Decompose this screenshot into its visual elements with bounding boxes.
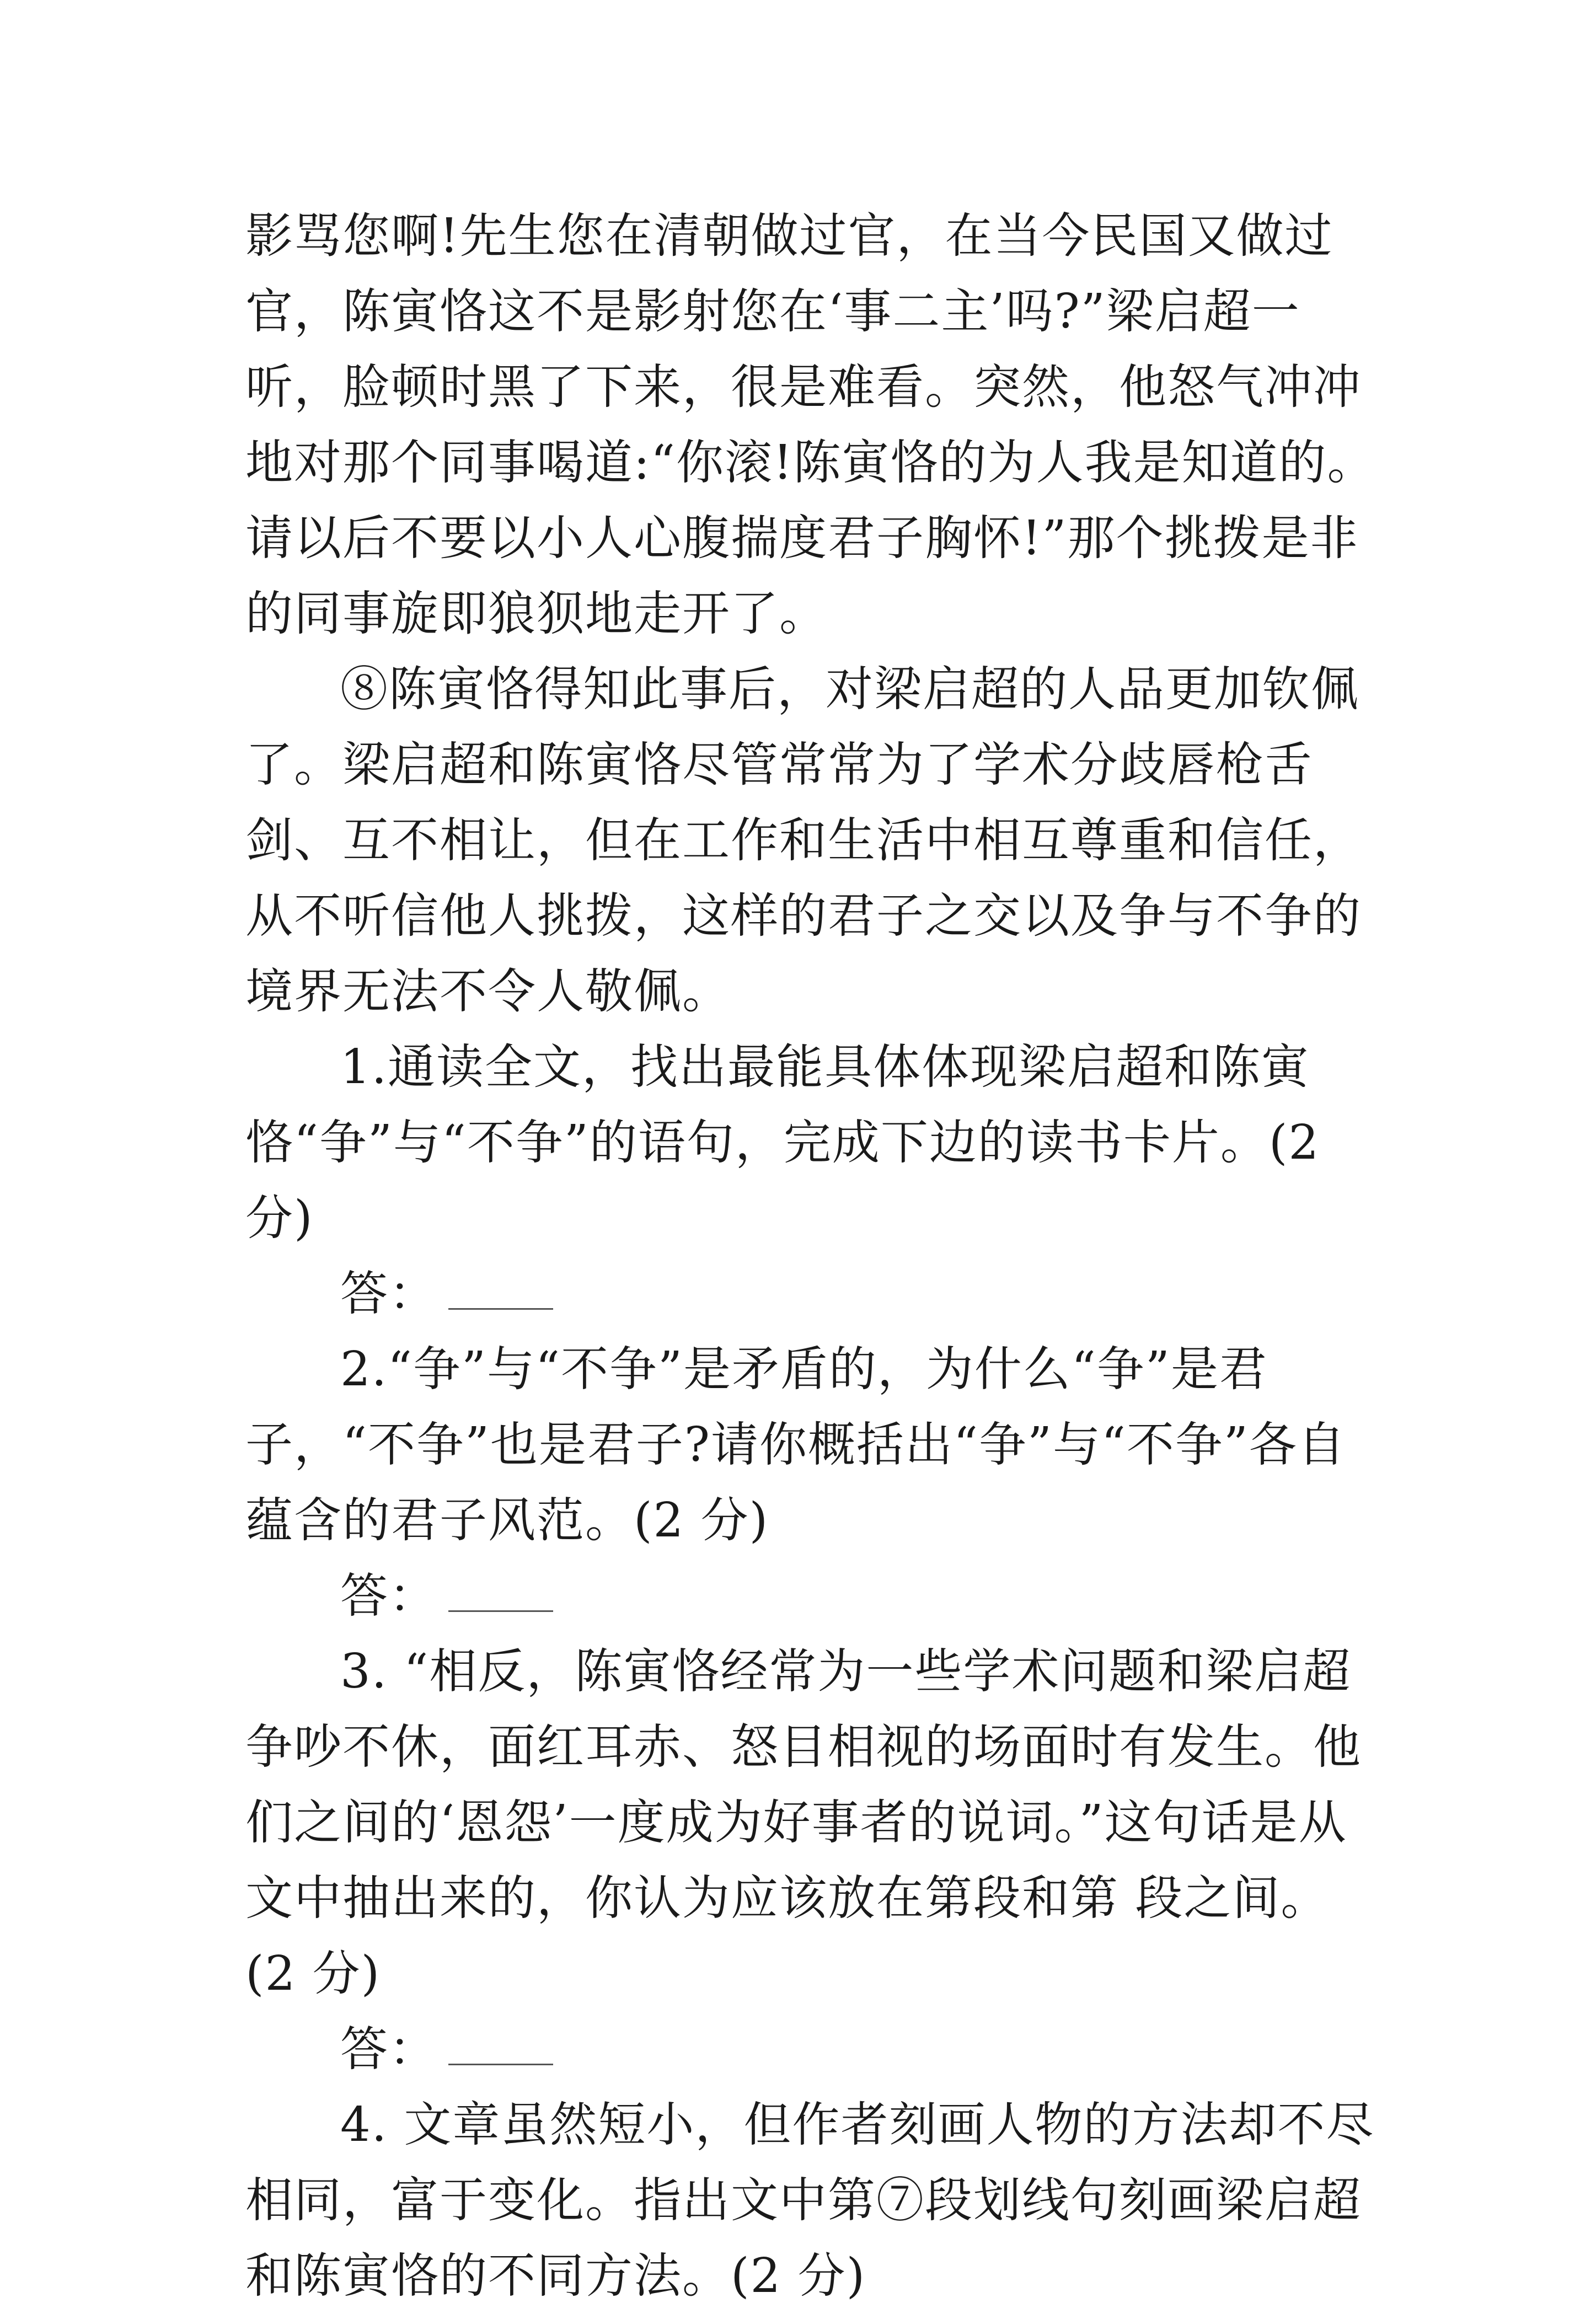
answer-blank[interactable] xyxy=(448,1270,553,1310)
answer-label: 答： xyxy=(340,1568,437,1624)
question-2: 2.“争”与“不争”是矛盾的，为什么“争”是君子，“不争”也是君子?请你概括出“争”与“不争”各自蕴含的君子风范。(2 分) xyxy=(245,1342,1346,1548)
answer-blank[interactable] xyxy=(448,2025,553,2065)
question-1: 1.通读全文，找出最能具体体现梁启超和陈寅恪“争”与“不争”的语句，完成下边的读书卡片。(2 分) xyxy=(245,1040,1320,1246)
answer-label: 答： xyxy=(340,2022,437,2077)
answer-blank[interactable] xyxy=(448,1572,553,1612)
question-3: 3. “相反，陈寅恪经常为一些学术问题和梁启超争吵不休，面红耳赤、怒目相视的场面时有发生。他们之间的‘恩怨’一度成为好事者的说词。”这句话是从文中抽出来的，你认为应该放在第段和第 段之间。(2 分) xyxy=(245,1644,1362,2001)
answer-1 xyxy=(245,1256,1376,1332)
answer-3 xyxy=(245,2012,1376,2087)
document-body xyxy=(245,199,1376,2314)
paragraph-8: ⑧陈寅恪得知此事后，对梁启超的人品更加钦佩了。梁启超和陈寅恪尽管常常为了学术分歧唇枪舌剑、互不相让，但在工作和生活中相互尊重和信任，从不听信他人挑拨，这样的君子之交以及争与不争的境界无法不令人敬佩。 xyxy=(245,662,1362,1019)
answer-2 xyxy=(245,1558,1376,1634)
continuation-paragraph: 影骂您啊!先生您在清朝做过官，在当今民国又做过官，陈寅恪这不是影射您在‘事二主’吗?”梁启超一听，脸顿时黑了下来，很是难看。突然，他怒气冲冲地对那个同事喝道:“你滚!陈寅恪的为人我是知道的。请以后不要以小人心腹揣度君子胸怀!”那个挑拨是非的同事旋即狼狈地走开了。 xyxy=(245,208,1376,641)
answer-label: 答： xyxy=(340,1266,437,1321)
question-4: 4. 文章虽然短小，但作者刻画人物的方法却不尽相同，富于变化。指出文中第⑦段划线句刻画梁启超和陈寅恪的不同方法。(2 分) xyxy=(245,2097,1375,2304)
